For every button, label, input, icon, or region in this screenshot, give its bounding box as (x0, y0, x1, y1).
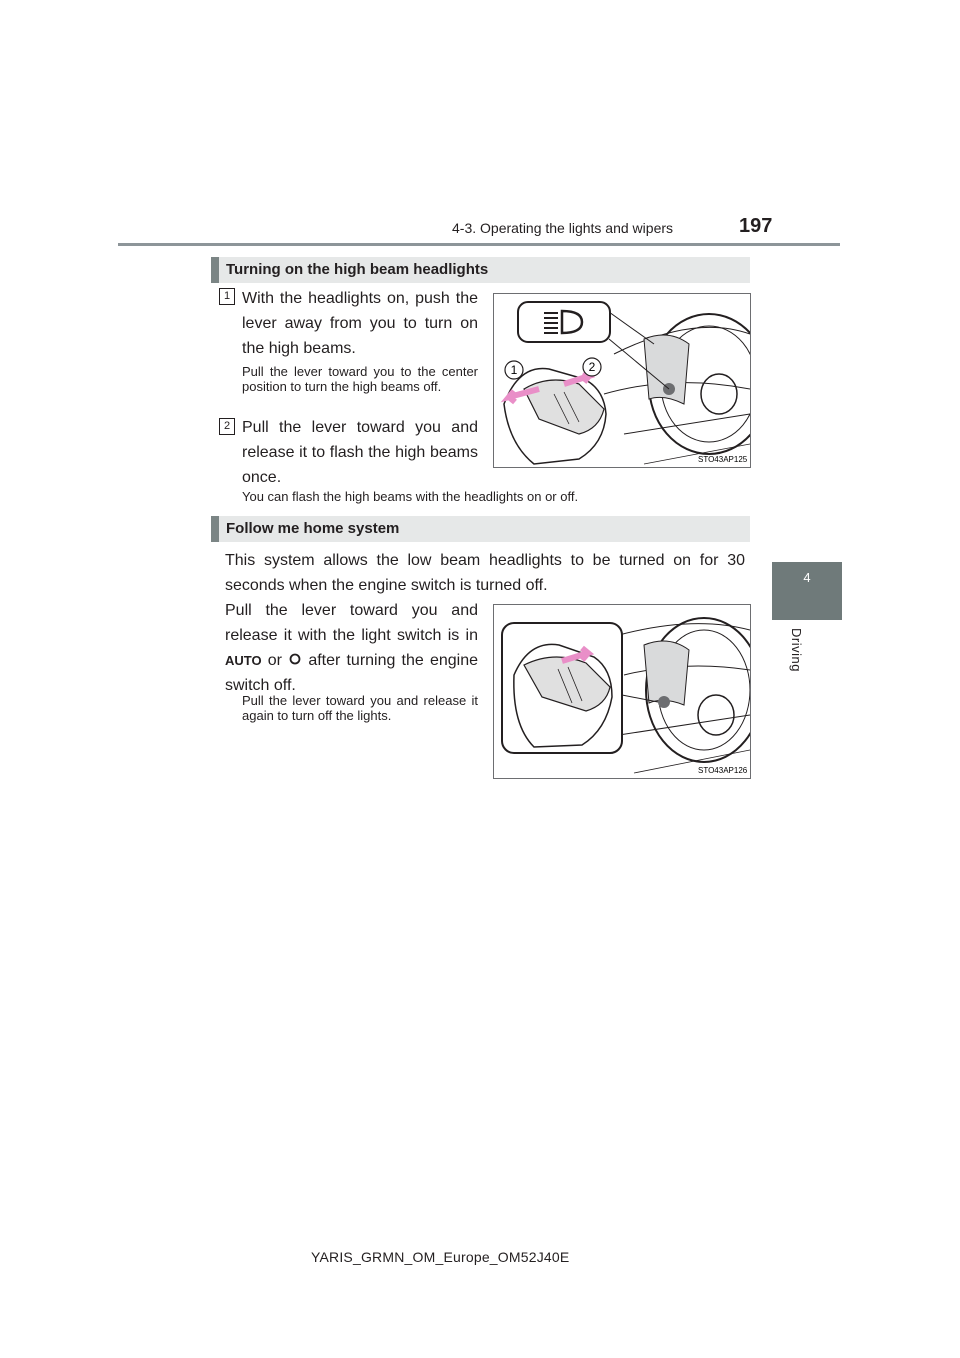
callout-2: 2 (588, 360, 596, 374)
figure-follow-me-illustration (494, 605, 750, 778)
follow-me-intro: This system allows the low beam headlights to be turned on for 30 seconds when the engine switch is turned off. (225, 552, 745, 594)
figure-code: STO43AP125 (698, 455, 748, 464)
section-heading-high-beam (211, 257, 750, 283)
instruction-part-a: Pull the lever toward you and release it with the light switch is in (225, 602, 478, 644)
figure-code: STO43AP126 (698, 766, 748, 775)
heading-bar (211, 257, 219, 283)
instruction-or: or (267, 652, 282, 669)
header-rule (118, 243, 840, 246)
callout-1: 1 (510, 363, 518, 377)
figure-high-beam-lever (493, 293, 751, 468)
footer-doc-code: YARIS_GRMN_OM_Europe_OM52J40E (311, 1249, 570, 1265)
header-section-title: 4-3. Operating the lights and wipers (452, 220, 674, 236)
figure-high-beam-illustration (494, 294, 750, 467)
step1-text: With the headlights on, push the lever away from you to turn on the high beams. (242, 290, 478, 357)
heading-text: Turning on the high beam headlights (226, 261, 489, 278)
figure-follow-me-lever (493, 604, 751, 779)
section-heading-follow-me (211, 516, 750, 542)
heading-text: Follow me home system (226, 520, 400, 537)
auto-symbol: AUTO (225, 653, 262, 668)
follow-me-note: Pull the lever toward you and release it again to turn off the lights. (242, 693, 478, 723)
page-number: 197 (739, 215, 773, 237)
chapter-number: 4 (803, 570, 811, 585)
step1-note: Pull the lever toward you to the center position to turn the high beams off. (242, 364, 478, 394)
chapter-label: Driving (789, 628, 804, 672)
follow-me-instruction (225, 598, 478, 698)
instruction-part-b: after turning the engine switch off. (225, 652, 478, 694)
light-switch-on-icon (288, 652, 302, 666)
step2-text: Pull the lever toward you and release it to flash the high beams once. (242, 419, 478, 486)
heading-bar (211, 516, 219, 542)
step-badge-2: 2 (219, 418, 235, 435)
step2-note: You can flash the high beams with the headlights on or off. (242, 489, 579, 504)
step-badge-1: 1 (219, 288, 235, 305)
